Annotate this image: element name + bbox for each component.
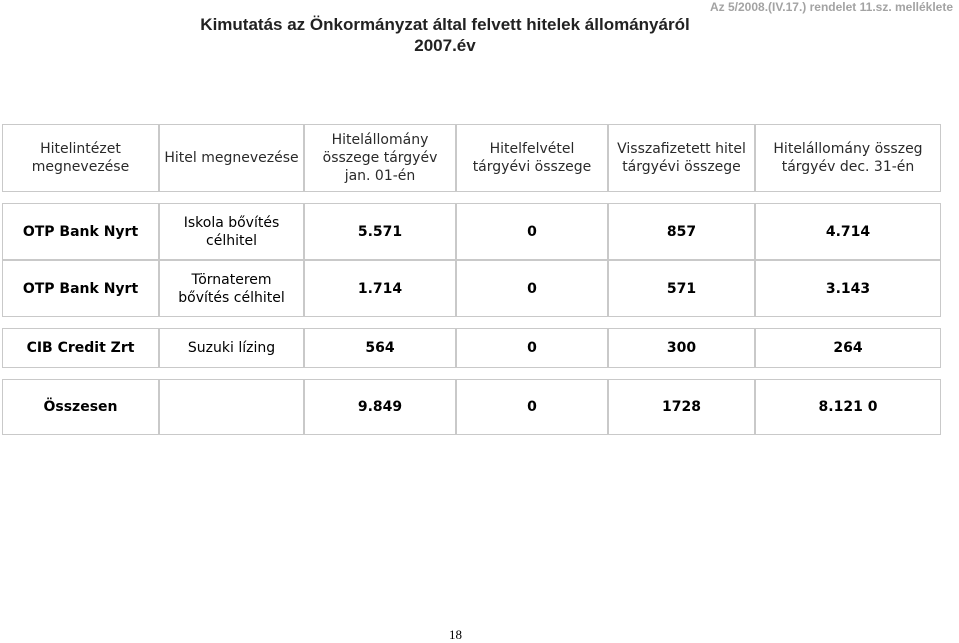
table-row <box>2 328 941 368</box>
total-label: Összesen <box>2 379 159 435</box>
total-loan-cell <box>159 379 304 435</box>
repaid-cell: 857 <box>608 203 755 260</box>
loan-cell: Suzuki lízing <box>159 328 304 368</box>
page-title: Kimutatás az Önkormányzat által felvett hitelek állományáról 2007.év <box>200 15 690 55</box>
taken-cell: 0 <box>456 260 608 317</box>
header-bank: Hitelintézet megnevezése <box>2 124 159 192</box>
dec-balance-cell: 3.143 <box>755 260 941 317</box>
jan-balance-cell: 1.714 <box>304 260 456 317</box>
regulation-reference: Az 5/2008.(IV.17.) rendelet 11.sz. melléklete <box>710 0 954 14</box>
header-taken: Hitelfelvétel tárgyévi összege <box>456 124 608 192</box>
dec-balance-cell: 264 <box>755 328 941 368</box>
total-row <box>2 379 941 435</box>
bank-cell: OTP Bank Nyrt <box>2 260 159 317</box>
loan-cell: Törnaterem bővítés célhitel <box>159 260 304 317</box>
header-loan: Hitel megnevezése <box>159 124 304 192</box>
loans-table <box>2 124 941 435</box>
total-repaid: 1728 <box>608 379 755 435</box>
total-dec-balance: 8.121 0 <box>755 379 941 435</box>
header-dec-balance: Hitelállomány összeg tárgyév dec. 31-én <box>755 124 941 192</box>
header-row <box>2 124 941 192</box>
table-row <box>2 203 941 260</box>
taken-cell: 0 <box>456 328 608 368</box>
repaid-cell: 300 <box>608 328 755 368</box>
table-row <box>2 260 941 317</box>
dec-balance-cell: 4.714 <box>755 203 941 260</box>
bank-cell: CIB Credit Zrt <box>2 328 159 368</box>
repaid-cell: 571 <box>608 260 755 317</box>
taken-cell: 0 <box>456 203 608 260</box>
header-repaid: Visszafizetett hitel tárgyévi összege <box>608 124 755 192</box>
total-taken: 0 <box>456 379 608 435</box>
page-number: 18 <box>449 627 462 642</box>
jan-balance-cell: 564 <box>304 328 456 368</box>
jan-balance-cell: 5.571 <box>304 203 456 260</box>
loan-cell: Iskola bővítés célhitel <box>159 203 304 260</box>
header-jan-balance: Hitelállomány összege tárgyév jan. 01-én <box>304 124 456 192</box>
total-jan-balance: 9.849 <box>304 379 456 435</box>
bank-cell: OTP Bank Nyrt <box>2 203 159 260</box>
